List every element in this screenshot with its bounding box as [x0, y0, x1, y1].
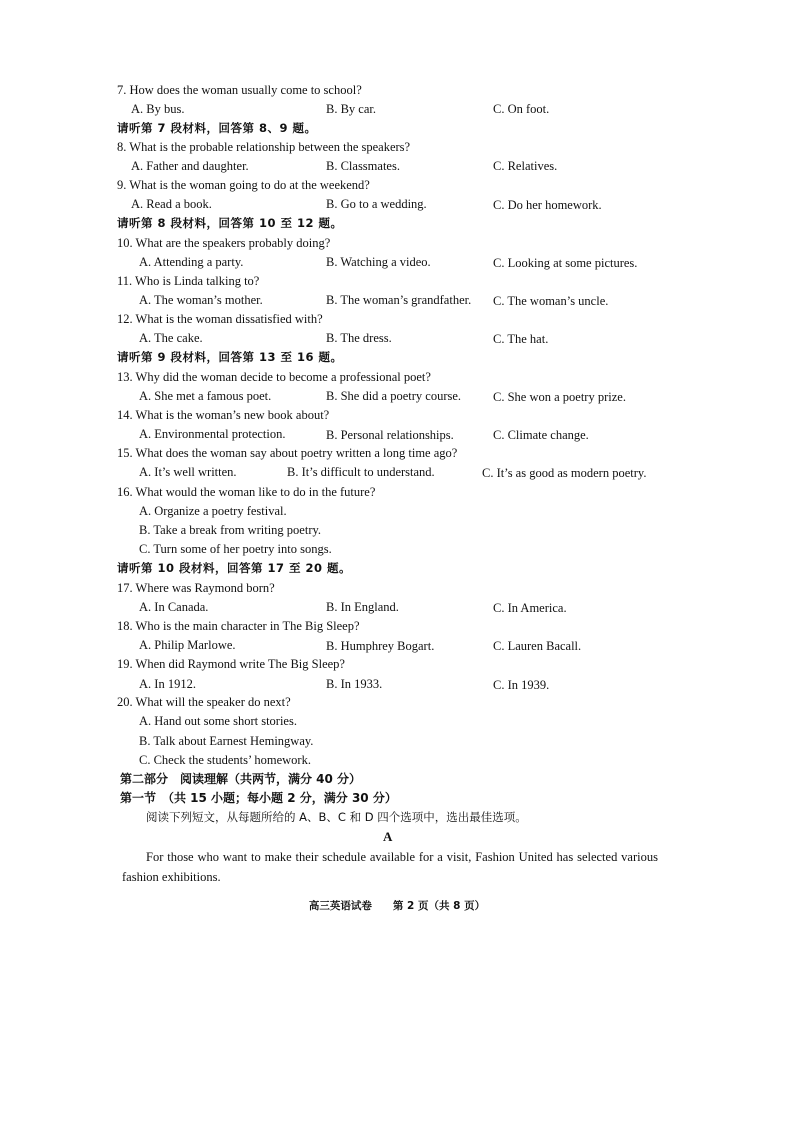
section-instruction-9: 请听第 9 段材料，回答第 13 至 16 题。	[117, 350, 343, 364]
option-b: B. In 1933.	[326, 677, 383, 691]
option-a: A. The cake.	[139, 331, 203, 345]
option-c: C. In 1939.	[493, 678, 550, 692]
option-b: B. Go to a wedding.	[326, 197, 427, 211]
option-c: C. Looking at some pictures.	[493, 256, 638, 270]
option-c: C. The hat.	[493, 332, 549, 346]
option-b: B. The dress.	[326, 331, 392, 345]
option-b: B. Personal relationships.	[326, 428, 454, 442]
option-a: A. By bus.	[131, 102, 185, 116]
option-c: C. Do her homework.	[493, 198, 602, 212]
passage-paragraph: For those who want to make their schedule available for a visit, Fashion United has selected various fashion exhibitions.	[122, 850, 658, 884]
section-one-title: 第一节 （共 15 小题；每小题 2 分，满分 30 分）	[120, 791, 397, 805]
option-b: B. Talk about Earnest Hemingway.	[139, 734, 314, 748]
option-a: A. She met a famous poet.	[139, 389, 272, 403]
question-17: 17. Where was Raymond born?	[117, 581, 275, 595]
question-12: 12. What is the woman dissatisfied with?	[117, 312, 323, 326]
option-b: B. Watching a video.	[326, 255, 431, 269]
option-b: B. The woman’s grandfather.	[326, 293, 472, 307]
passage-label: A	[383, 829, 393, 844]
option-c: C. Turn some of her poetry into songs.	[139, 542, 332, 556]
page-footer: 高三英语试卷 第 2 页（共 8 页）	[308, 900, 486, 912]
question-7: 7. How does the woman usually come to school?	[117, 83, 362, 97]
option-a: A. Philip Marlowe.	[139, 638, 236, 652]
option-c: C. The woman’s uncle.	[493, 294, 609, 308]
option-a: A. Hand out some short stories.	[139, 714, 297, 728]
option-c: C. On foot.	[493, 102, 550, 116]
question-20: 20. What will the speaker do next?	[117, 695, 291, 709]
option-c: C. Check the students’ homework.	[139, 753, 311, 767]
option-c: C. It’s as good as modern poetry.	[482, 466, 647, 480]
option-a: A. Attending a party.	[139, 255, 244, 269]
option-a: A. Environmental protection.	[139, 427, 286, 441]
option-c: C. Climate change.	[493, 428, 589, 442]
option-b: B. Humphrey Bogart.	[326, 639, 435, 653]
option-b: B. Classmates.	[326, 159, 400, 173]
section-instruction-7: 请听第 7 段材料，回答第 8、9 题。	[117, 121, 317, 135]
option-a: A. Father and daughter.	[131, 159, 249, 173]
option-a: A. In Canada.	[139, 600, 209, 614]
question-11: 11. Who is Linda talking to?	[117, 274, 260, 288]
question-13: 13. Why did the woman decide to become a professional poet?	[117, 370, 431, 384]
option-a: A. Organize a poetry festival.	[139, 504, 287, 518]
option-c: C. She won a poetry prize.	[493, 390, 626, 404]
option-b: B. It’s difficult to understand.	[287, 465, 435, 479]
question-19: 19. When did Raymond write The Big Sleep?	[117, 657, 345, 671]
option-a: A. In 1912.	[139, 677, 196, 691]
question-9: 9. What is the woman going to do at the weekend?	[117, 178, 370, 192]
option-c: C. Lauren Bacall.	[493, 639, 582, 653]
option-b: B. Take a break from writing poetry.	[139, 523, 322, 537]
option-a: A. The woman’s mother.	[139, 293, 263, 307]
option-b: B. By car.	[326, 102, 376, 116]
option-b: B. In England.	[326, 600, 399, 614]
option-c: C. Relatives.	[493, 159, 558, 173]
part-two-title: 第二部分 阅读理解（共两节，满分 40 分）	[120, 772, 362, 786]
question-14: 14. What is the woman’s new book about?	[117, 408, 330, 422]
question-10: 10. What are the speakers probably doing?	[117, 236, 331, 250]
option-a: A. It’s well written.	[139, 465, 237, 479]
reading-instruction: 阅读下列短文，从每题所给的 A、B、C 和 D 四个选项中，选出最佳选项。	[146, 810, 527, 824]
question-18: 18. Who is the main character in The Big Sleep?	[117, 619, 360, 633]
question-16: 16. What would the woman like to do in the future?	[117, 485, 376, 499]
section-instruction-10: 请听第 10 段材料，回答第 17 至 20 题。	[117, 561, 352, 575]
option-a: A. Read a book.	[131, 197, 212, 211]
option-b: B. She did a poetry course.	[326, 389, 462, 403]
question-8: 8. What is the probable relationship between the speakers?	[117, 140, 411, 154]
section-instruction-8: 请听第 8 段材料，回答第 10 至 12 题。	[117, 216, 343, 230]
option-c: C. In America.	[493, 601, 567, 615]
question-15: 15. What does the woman say about poetry written a long time ago?	[117, 446, 458, 460]
